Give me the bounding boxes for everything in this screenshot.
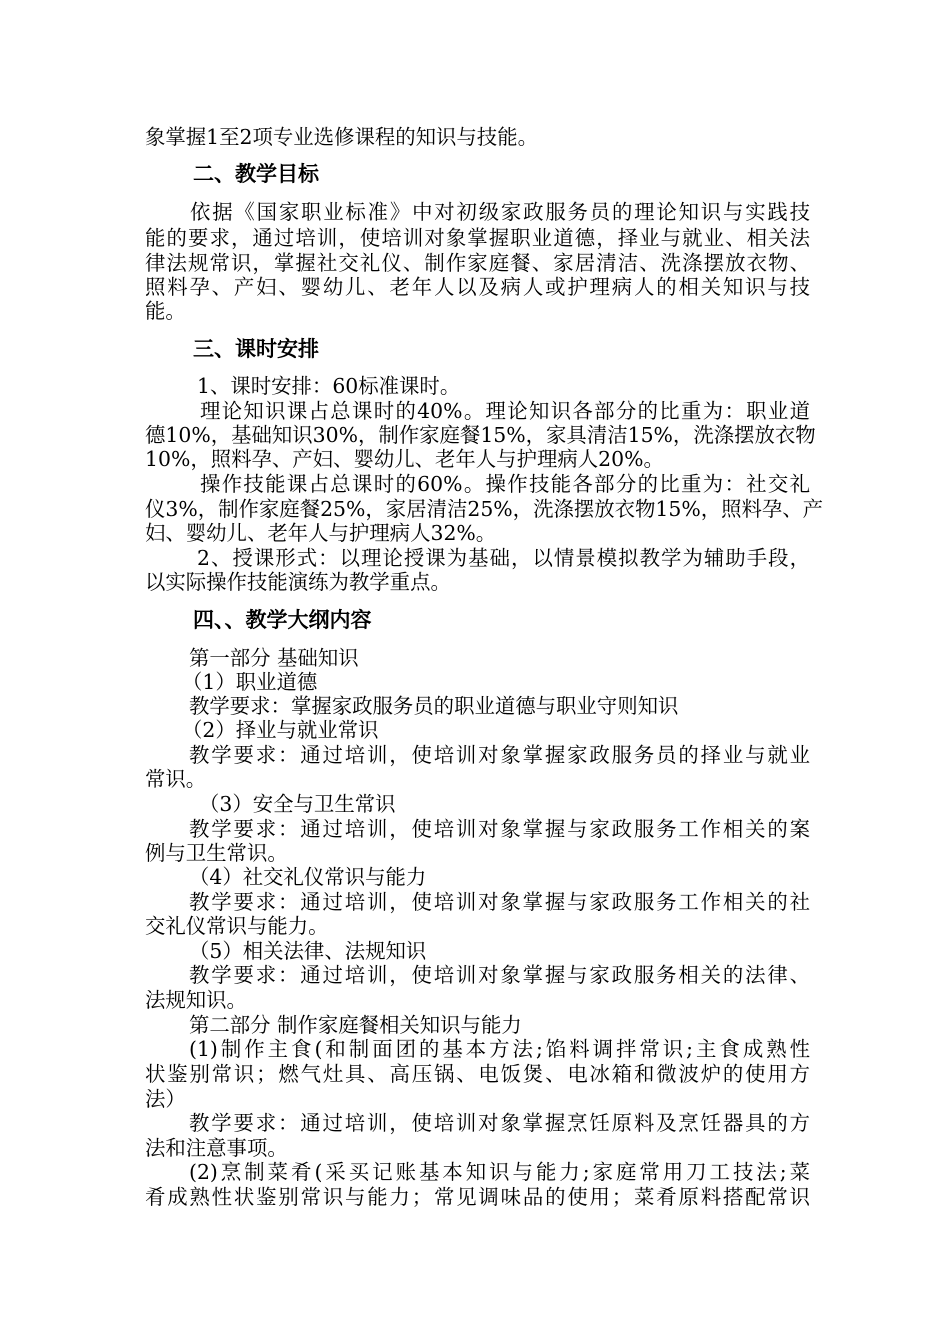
paragraph-line: 肴成熟性状鉴别常识与能力；常见调味品的使用；菜肴原料搭配常识: [145, 1185, 810, 1209]
section-heading: 四、、教学大纲内容: [193, 608, 372, 632]
paragraph-line: 交礼仪常识与能力。: [145, 914, 329, 938]
subsection-title: （2）择业与就业常识: [182, 718, 379, 742]
paragraph-line: 教学要求：通过培训，使培训对象掌握烹饪原料及烹饪器具的方: [189, 1111, 810, 1135]
paragraph-line: 10%，照料孕、产妇、婴幼儿、老年人与护理病人20%。: [145, 447, 664, 471]
paragraph-line: 以实际操作技能演练为教学重点。: [145, 570, 451, 594]
part-title: 第二部分 制作家庭餐相关知识与能力: [189, 1013, 522, 1037]
paragraph-line: 依据《国家职业标准》中对初级家政服务员的理论知识与实践技: [190, 200, 810, 224]
paragraph-line: 教学要求：掌握家政服务员的职业道德与职业守则知识: [189, 694, 679, 718]
paragraph-line: 法）: [145, 1087, 186, 1111]
paragraph-line: 仪3%，制作家庭餐25%，家居清洁25%，洗涤摆放衣物15%，照料孕、产: [145, 497, 824, 521]
paragraph-line: 象掌握1至2项专业选修课程的知识与技能。: [145, 125, 538, 149]
paragraph-line: 照料孕、产妇、婴幼儿、老年人以及病人或护理病人的相关知识与技: [145, 275, 810, 299]
paragraph-line: (2)烹制菜肴(采买记账基本知识与能力;家庭常用刀工技法;菜: [189, 1160, 810, 1184]
paragraph-line: 法和注意事项。: [145, 1136, 288, 1160]
paragraph-line: 1、课时安排：60标准课时。: [197, 374, 461, 398]
paragraph-line: 能的要求，通过培训，使培训对象掌握职业道德，择业与就业、相关法: [145, 226, 810, 250]
paragraph-line: 2、授课形式：以理论授课为基础，以情景模拟教学为辅助手段，: [197, 546, 810, 570]
paragraph-line: (1)制作主食(和制面团的基本方法;馅料调拌常识;主食成熟性: [189, 1037, 810, 1061]
paragraph-line: 能。: [145, 299, 186, 323]
paragraph-line: 法规知识。: [145, 988, 247, 1012]
subsection-title: （3）安全与卫生常识: [199, 792, 396, 816]
paragraph-line: 律法规常识，掌握社交礼仪、制作家庭餐、家居清洁、洗涤摆放衣物、: [145, 251, 810, 275]
paragraph-line: 教学要求：通过培训，使培训对象掌握与家政服务工作相关的案: [189, 817, 810, 841]
subsection-title: （5）相关法律、法规知识: [189, 939, 427, 963]
paragraph-line: 教学要求：通过培训，使培训对象掌握家政服务员的择业与就业: [189, 743, 810, 767]
subsection-title: （4）社交礼仪常识与能力: [189, 865, 427, 889]
paragraph-line: 例与卫生常识。: [145, 841, 288, 865]
subsection-title: （1）职业道德: [182, 670, 318, 694]
paragraph-line: 状鉴别常识；燃气灶具、高压锅、电饭煲、电冰箱和微波炉的使用方: [145, 1062, 810, 1086]
paragraph-line: 教学要求：通过培训，使培训对象掌握与家政服务相关的法律、: [189, 963, 810, 987]
paragraph-line: 操作技能课占总课时的60%。操作技能各部分的比重为：社交礼: [200, 472, 810, 496]
part-title: 第一部分 基础知识: [189, 646, 359, 670]
paragraph-line: 德10%，基础知识30%，制作家庭餐15%，家具清洁15%，洗涤摆放衣物: [145, 423, 816, 447]
section-heading: 二、教学目标: [193, 162, 319, 186]
paragraph-line: 教学要求：通过培训，使培训对象掌握与家政服务工作相关的社: [189, 890, 810, 914]
section-heading: 三、课时安排: [193, 337, 319, 361]
paragraph-line: 理论知识课占总课时的40%。理论知识各部分的比重为：职业道: [200, 399, 810, 423]
paragraph-line: 妇、婴幼儿、老年人与护理病人32%。: [145, 521, 497, 545]
paragraph-line: 常识。: [145, 767, 207, 791]
